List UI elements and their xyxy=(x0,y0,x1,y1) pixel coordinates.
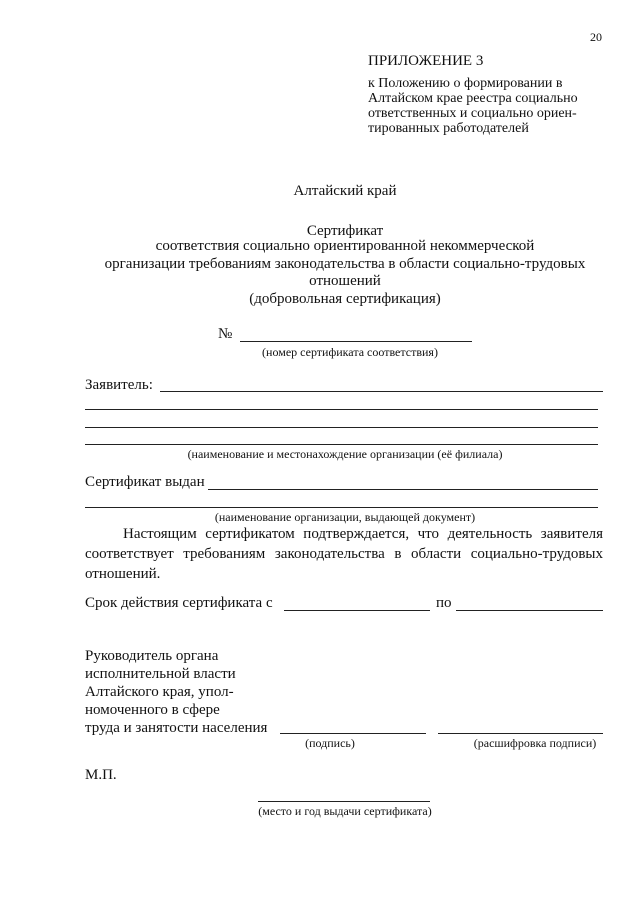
appendix-line: Алтайском крае реестра социально xyxy=(368,91,578,106)
signature-decoding-field[interactable] xyxy=(438,733,603,734)
head-line: номоченного в сфере xyxy=(85,702,220,718)
validity-from-field[interactable] xyxy=(284,610,430,611)
applicant-field-line[interactable] xyxy=(85,427,598,428)
head-line: исполнительной власти xyxy=(85,666,236,682)
number-caption: (номер сертификата соответствия) xyxy=(262,345,438,359)
issued-label: Сертификат выдан xyxy=(85,474,205,490)
applicant-label: Заявитель: xyxy=(85,377,153,393)
head-line: труда и занятости населения xyxy=(85,720,268,736)
applicant-field-line[interactable] xyxy=(85,444,598,445)
certificate-subtitle xyxy=(0,238,640,308)
issued-field-line[interactable] xyxy=(85,507,598,508)
page-number: 20 xyxy=(590,30,602,44)
number-sign: № xyxy=(218,326,233,342)
subtitle-line: организации требованиям законодательства в области социально-трудовых xyxy=(104,255,586,272)
appendix-line: ответственных и социально ориен- xyxy=(368,106,577,121)
confirmation-text: Настоящим сертификатом подтверждается, что деятельность заявителя соответствует требованиям законодательства в области социально-трудовых отношений. xyxy=(85,526,603,582)
subtitle-line: соответствия социально ориентированной некоммерческой xyxy=(155,238,535,254)
decoding-caption: (расшифровка подписи) xyxy=(473,736,597,750)
head-line: Руководитель органа xyxy=(85,648,219,664)
appendix-line: к Положению о формировании в xyxy=(368,76,563,91)
applicant-field-line[interactable] xyxy=(160,391,603,392)
validity-to-label: по xyxy=(436,595,452,611)
validity-label: Срок действия сертификата с xyxy=(85,595,273,611)
signature-caption: (подпись) xyxy=(305,736,355,750)
head-line: Алтайского края, упол- xyxy=(85,684,234,700)
applicant-field-line[interactable] xyxy=(85,409,598,410)
appendix-line: тированных работодателей xyxy=(368,121,529,136)
place-date-caption: (место и год выдачи сертификата) xyxy=(258,804,432,818)
region-title: Алтайский край xyxy=(293,183,397,199)
subtitle-line: (добровольная сертификация) xyxy=(249,290,441,307)
certificate-number-field[interactable] xyxy=(240,341,472,342)
appendix-title: ПРИЛОЖЕНИЕ 3 xyxy=(368,53,484,69)
issued-field-line[interactable] xyxy=(208,489,598,490)
validity-to-field[interactable] xyxy=(456,610,603,611)
issued-caption: (наименование организации, выдающей документ) xyxy=(214,510,476,524)
head-block xyxy=(85,647,267,737)
signature-field[interactable] xyxy=(280,733,426,734)
stamp-label: М.П. xyxy=(85,767,117,783)
appendix-reference xyxy=(368,76,578,136)
subtitle-line: отношений xyxy=(309,273,381,289)
applicant-caption: (наименование и местонахождение организации (её филиала) xyxy=(187,447,503,461)
certificate-title: Сертификат xyxy=(306,223,384,239)
place-date-field[interactable] xyxy=(258,801,430,802)
